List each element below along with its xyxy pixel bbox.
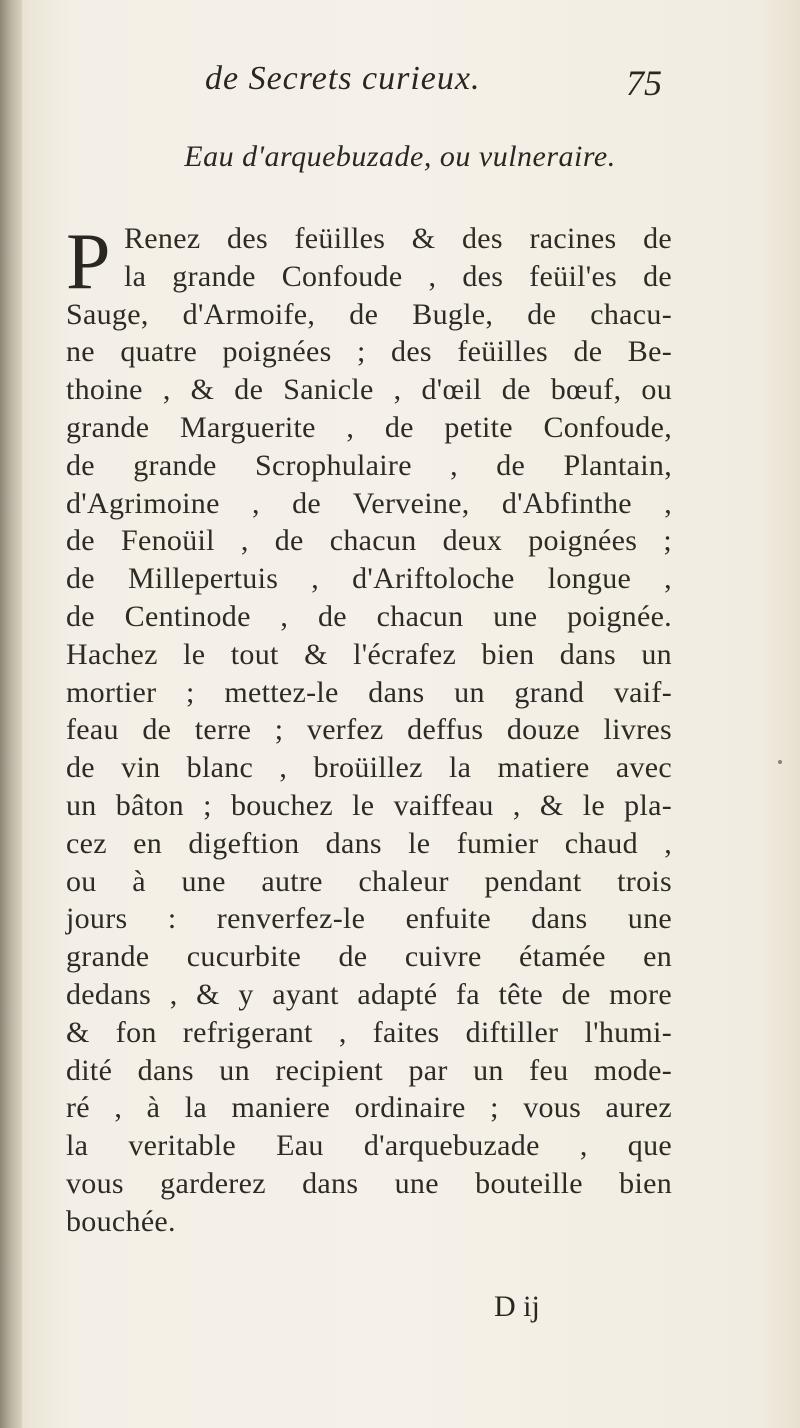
text-line: dedans , & y ayant adapté fa tête de more xyxy=(66,977,672,1011)
text-line: la grande Confoude , des feüil'es de xyxy=(124,259,672,293)
text-line: ne quatre poignées ; des feüilles de Be- xyxy=(66,335,672,369)
recipe-title: Eau d'arquebuzade, ou vulneraire. xyxy=(184,140,616,173)
text-line: d'Agrimoine , de Verveine, d'Abfinthe , xyxy=(66,486,672,520)
text-line: un bâton ; bouchez le vaiffeau , & le pla- xyxy=(66,788,672,822)
text-line: mortier ; mettez-le dans un grand vaif- xyxy=(66,675,672,709)
text-line: ou à une autre chaleur pendant trois xyxy=(66,864,672,898)
drop-cap: P xyxy=(66,218,111,306)
text-line: grande cucurbite de cuivre étamée en xyxy=(66,940,672,974)
binding-gutter xyxy=(0,0,22,1428)
text-line: vous garderez dans une bouteille bien xyxy=(66,1166,672,1200)
text-line: bouchée. xyxy=(66,1204,176,1238)
text-line: Renez des feüilles & des racines de xyxy=(124,222,672,255)
text-line: feau de terre ; verfez deffus douze livres xyxy=(66,713,672,747)
ink-speck xyxy=(778,760,782,764)
text-line: de Millepertuis , d'Ariftoloche longue , xyxy=(66,562,672,596)
recipe-body xyxy=(66,220,672,1241)
text-line: Hachez le tout & l'écrafez bien dans un xyxy=(66,637,672,671)
text-line: grande Marguerite , de petite Confoude, xyxy=(66,410,672,444)
signature-mark: D ij xyxy=(494,1290,540,1323)
running-head xyxy=(0,60,800,110)
text-line: Sauge, d'Armoife, de Bugle, de chacu- xyxy=(66,297,672,331)
page-number: 75 xyxy=(626,63,662,103)
text-line: & fon refrigerant , faites diftiller l'humi- xyxy=(66,1015,672,1049)
text-line: jours : renverfez-le enfuite dans une xyxy=(66,902,672,936)
text-line: thoine , & de Sanicle , d'œil de bœuf, ou xyxy=(66,373,672,407)
text-line: de Centinode , de chacun une poignée. xyxy=(66,599,672,633)
text-line: de grande Scrophulaire , de Plantain, xyxy=(66,448,672,482)
text-line: de Fenoüil , de chacun deux poignées ; xyxy=(66,524,672,558)
text-line: la veritable Eau d'arquebuzade , que xyxy=(66,1129,672,1163)
text-line: de vin blanc , broüillez la matiere avec xyxy=(66,751,672,785)
text-line: cez en digeftion dans le fumier chaud , xyxy=(66,826,672,860)
text-line: dité dans un recipient par un feu mode- xyxy=(66,1053,672,1087)
running-head-title: de Secrets curieux. xyxy=(205,60,481,97)
text-line: ré , à la maniere ordinaire ; vous aurez xyxy=(66,1091,672,1125)
